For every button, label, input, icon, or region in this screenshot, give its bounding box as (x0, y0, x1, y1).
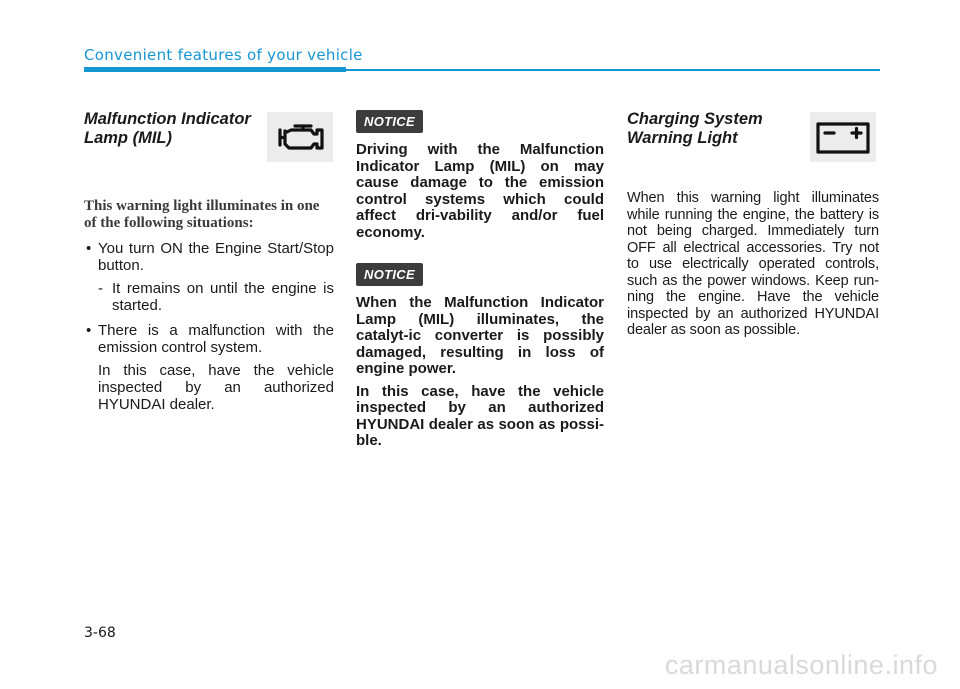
bullet-dot: • (86, 322, 92, 339)
list-item (84, 240, 334, 314)
charging-heading: Charging System Warning Light (627, 110, 763, 147)
mil-heading: Malfunction Indicator Lamp (MIL) (84, 110, 251, 147)
bullet-text: You turn ON the Engine Start/Stop button. (98, 240, 334, 274)
charging-body: When this warning light illuminates while running the engine, the battery is not being charged. Immediately turn OFF all electrical accessories. Try not to use electrically operated controls, such as the power windows. Keep run-ning the engine. Have the vehicle inspected by an authorized HYUNDAI dealer as soon as possible. (627, 190, 879, 338)
bullet-text: There is a malfunction with the emission control system. (98, 322, 334, 356)
mil-intro: This warning light illuminates in one of the following situations: (84, 198, 320, 231)
watermark: carmanualsonline.info (664, 650, 938, 680)
section-title: Convenient features of your vehicle (84, 46, 363, 64)
notice-badge: NOTICE (356, 110, 423, 133)
list-item (84, 322, 334, 413)
notice-paragraph: When the Malfunction Indicator Lamp (MIL) illuminates, the catalyt-ic converter is possibly damaged, resulting in loss of engine power. (356, 294, 604, 377)
mil-section (84, 110, 334, 421)
engine-check-icon (267, 112, 333, 162)
bullet-dot: • (86, 240, 92, 257)
notice-badge: NOTICE (356, 263, 423, 286)
bullet-sub-text: It remains on until the engine is started. (112, 280, 334, 314)
notice-paragraph: Driving with the Malfunction Indicator Lamp (MIL) on may cause damage to the emission control systems which could affect dri-vability and/or fuel economy. (356, 141, 604, 241)
bullet-note: In this case, have the vehicle inspected by an authorized HYUNDAI dealer. (98, 362, 334, 413)
mil-bullet-list (84, 240, 334, 413)
notice-section (356, 110, 604, 450)
charging-section (627, 110, 879, 339)
header-rule-thin (346, 69, 880, 71)
bullet-sub-item: - It remains on until the engine is started. (98, 280, 334, 314)
page-number: 3-68 (84, 625, 116, 641)
notice-paragraph: In this case, have the vehicle inspected by an authorized HYUNDAI dealer as soon as possi-ble. (356, 382, 604, 449)
header-rule-thick (84, 67, 346, 72)
battery-icon (810, 112, 876, 162)
